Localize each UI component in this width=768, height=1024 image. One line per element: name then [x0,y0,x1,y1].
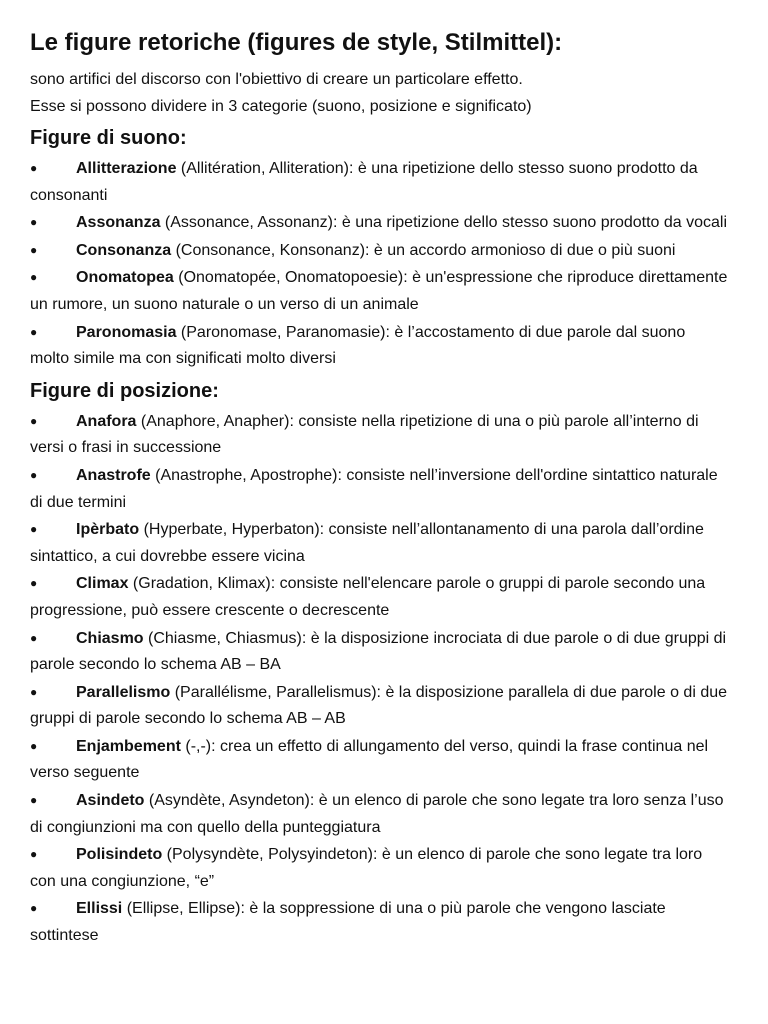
list-item [30,462,728,516]
list-item [30,264,728,318]
figure-list [30,155,728,373]
list-item [30,570,728,624]
figure-description: (-,-): crea un effetto di allungamento del verso, quindi la frase continua nel verso seguente [30,737,709,782]
figure-description: (Consonance, Konsonanz): è un accordo armonioso di due o più suoni [171,241,676,259]
list-item [30,679,728,733]
bullet-icon: ● [30,467,38,482]
bullet-icon: ● [30,630,38,645]
figure-term: Consonanza [76,241,172,259]
figure-description: (Chiasme, Chiasmus): è la disposizione incrociata di due parole o di due gruppi di parole secondo lo schema AB – BA [30,629,727,674]
figure-term: Parallelismo [76,683,171,701]
section-heading: Figure di suono: [30,127,187,149]
figure-description: (Onomatopée, Onomatopoesie): è un'espressione che riproduce direttamente un rumore, un suono naturale o un verso di un animale [30,269,728,313]
list-item [30,895,728,949]
bullet-icon: ● [30,215,38,230]
figure-term: Chiasmo [76,629,144,647]
list-item [30,787,728,841]
list-item [30,516,728,570]
bullet-icon: ● [30,576,38,591]
list-item [30,209,728,237]
figure-description: (Allitération, Alliteration): è una ripetizione dello stesso suono prodotto da consonanti [30,160,698,204]
list-item [30,319,728,373]
section-heading: Figure di posizione: [30,379,219,402]
bullet-icon: ● [30,413,38,428]
figure-description: (Hyperbate, Hyperbaton): consiste nell’allontanamento di una parola dall’ordine sintattico, a cui dovrebbe essere vicina [30,521,704,565]
figure-description: (Paronomase, Paranomasie): è l’accostamento di due parole dal suono molto simile ma con significati molto diversi [30,323,686,368]
list-item [30,237,728,265]
intro-line-1: sono artifici del discorso con l'obiettivo di creare un particolare effetto. [30,71,523,88]
bullet-icon: ● [30,684,38,699]
page-title: Le figure retoriche (figures de style, Stilmittel): [30,29,563,56]
sections-container [30,123,728,950]
figure-term: Onomatopea [76,269,174,287]
bullet-icon: ● [30,270,38,285]
figure-term: Climax [76,575,129,593]
bullet-icon: ● [30,324,38,339]
list-item [30,155,728,209]
bullet-icon: ● [30,738,38,753]
figure-term: Paronomasia [76,323,177,341]
figure-list [30,408,728,950]
figure-term: Assonanza [76,214,161,232]
figure-term: Anafora [76,412,137,430]
list-item [30,841,728,895]
figure-description: (Gradation, Klimax): consiste nell'elencare parole o gruppi di parole secondo una progressione, può essere crescente o decrescente [30,575,706,619]
figure-description: (Anaphore, Anapher): consiste nella ripetizione di una o più parole all’interno di versi o frasi in successione [30,412,699,457]
figure-term: Asindeto [76,792,145,810]
figure-description: (Asyndète, Asyndeton): è un elenco di parole che sono legate tra loro senza l’uso di congiunzioni ma con quello della punteggiatura [30,792,724,836]
bullet-icon: ● [30,901,38,916]
figure-description: (Assonance, Assonanz): è una ripetizione dello stesso suono prodotto da vocali [160,214,728,232]
bullet-icon: ● [30,847,38,862]
list-item [30,625,728,679]
figure-term: Ellissi [76,900,123,918]
figure-term: Enjambement [76,737,181,755]
figure-term: Ipèrbato [76,521,140,539]
bullet-icon: ● [30,161,38,175]
figure-description: (Parallélisme, Parallelismus): è la disposizione parallela di due parole o di due gruppi di parole secondo lo schema AB – AB [30,683,728,728]
figure-term: Anastrofe [76,466,151,484]
list-item [30,408,728,462]
figure-term: Allitterazione [76,160,177,177]
bullet-icon: ● [30,793,38,808]
figure-term: Polisindeto [76,846,163,864]
intro-line-2: Esse si possono dividere in 3 categorie (suono, posizione e significato) [30,98,532,115]
figure-description: (Ellipse, Ellipse): è la soppressione di una o più parole che vengono lasciate sottintese [30,900,666,945]
bullet-icon: ● [30,242,38,257]
figure-description: (Anastrophe, Apostrophe): consiste nell’inversione dell'ordine sintattico naturale di due termini [30,466,718,511]
figure-description: (Polysyndète, Polysyindeton): è un elenco di parole che sono legate tra loro con una congiunzione, “e” [30,846,703,890]
list-item [30,733,728,787]
bullet-icon: ● [30,522,38,537]
